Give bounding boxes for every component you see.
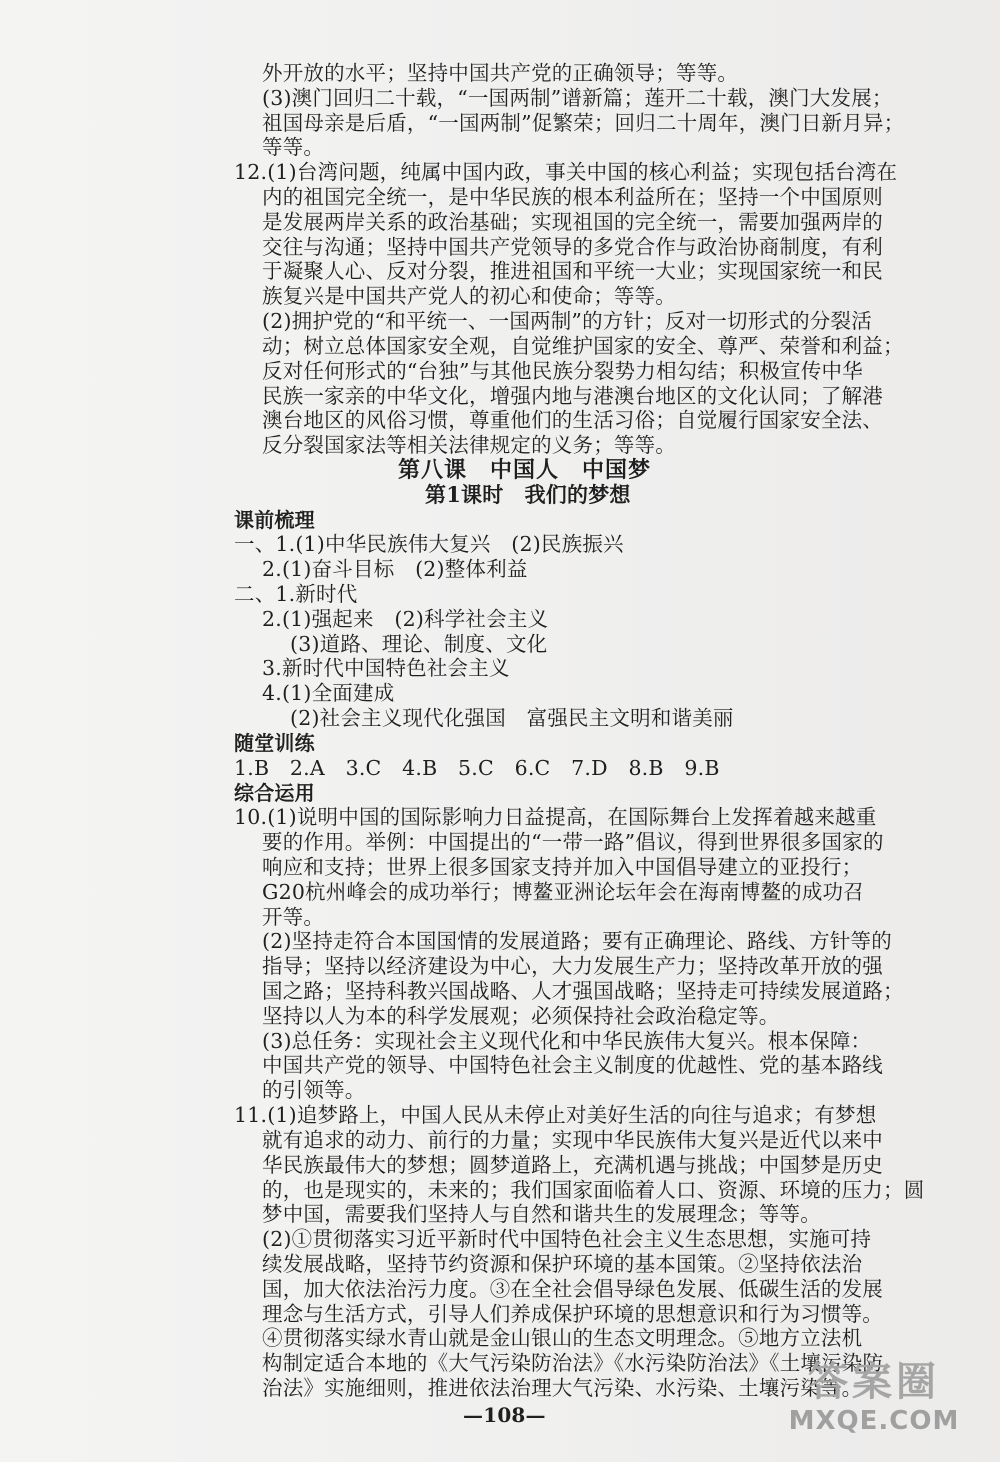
text-line: 于凝聚人心、反对分裂，推进祖国和平统一大业；实现国家统一和民	[262, 259, 883, 283]
text-line: 理念与生活方式，引导人们养成保护环境的思想意识和行为习惯等。	[262, 1302, 883, 1326]
text-line: 中国共产党的领导、中国特色社会主义制度的优越性、党的基本路线	[262, 1053, 883, 1077]
text-line: (3)总任务：实现社会主义现代化和中华民族伟大复兴。根本保障：	[262, 1029, 872, 1053]
text-line: ④贯彻落实绿水青山就是金山银山的生态文明理念。⑤地方立法机	[262, 1326, 863, 1350]
text-line: 的，也是现实的，未来的；我们国家面临着人口、资源、环境的压力；圆	[262, 1178, 925, 1202]
text-line: 梦中国，需要我们坚持人与自然和谐共生的发展理念；等等。	[262, 1202, 821, 1226]
text-line: 3.新时代中国特色社会主义	[262, 656, 510, 680]
page-number: —108—	[463, 1403, 546, 1427]
text-line: 要的作用。举例：中国提出的“一带一路”倡议，得到世界很多国家的	[262, 830, 884, 854]
text-line: 祖国母亲是后盾，“一国两制”促繁荣；回归二十周年，澳门日新月异；	[262, 111, 905, 135]
text-line: 交往与沟通；坚持中国共产党领导的多党合作与政治协商制度，有利	[262, 235, 883, 259]
text-line: (3)道路、理论、制度、文化	[290, 632, 548, 656]
text-line: 反对任何形式的“台独”与其他民族分裂势力相勾结；积极宣传中华	[262, 359, 863, 383]
text-line: 反分裂国家法等相关法律规定的义务；等等。	[262, 433, 676, 457]
question-10-line: 10.(1)说明中国的国际影响力日益提高，在国际舞台上发挥着越来越重	[234, 805, 877, 829]
text-line: (2)拥护党的“和平统一、一国两制”的方针；反对一切形式的分裂活	[262, 309, 872, 333]
period-title: 第1课时 我们的梦想	[425, 482, 631, 507]
text-line: 4.(1)全面建成	[262, 681, 395, 705]
text-line: 2.(1)强起来 (2)科学社会主义	[262, 607, 549, 631]
text-line: 民族一家亲的中华文化，增强内地与港澳台地区的文化认同；了解港	[262, 384, 883, 408]
text-line: 就有追求的动力、前行的力量；实现中华民族伟大复兴是近代以来中	[262, 1128, 883, 1152]
text-line: 指导；坚持以经济建设为中心，大力发展生产力；坚持改革开放的强	[262, 954, 883, 978]
lesson-title: 第八课 中国人 中国梦	[398, 457, 652, 483]
text-line: (3)澳门回归二十载，“一国两制”谱新篇；莲开二十载，澳门大发展；	[262, 86, 893, 110]
text-line: 是发展两岸关系的政治基础；实现祖国的完全统一，需要加强两岸的	[262, 210, 883, 234]
text-line: 开等。	[262, 905, 325, 929]
text-line: G20杭州峰会的成功举行；博鳌亚洲论坛年会在海南博鳌的成功召	[262, 880, 864, 904]
text-line: 澳台地区的风俗习惯，尊重他们的生活习俗；自觉履行国家安全法、	[262, 408, 883, 432]
text-line: 续发展战略，坚持节约资源和保护环境的基本国策。②坚持依法治	[262, 1252, 863, 1276]
text-line: 治法》实施细则，推进依法治理大气污染、水污染、土壤污染等。	[262, 1376, 863, 1400]
text-line: 坚持以人为本的科学发展观；必须保持社会政治稳定等。	[262, 1004, 780, 1028]
text-line: 华民族最伟大的梦想；圆梦道路上，充满机遇与挑战；中国梦是历史	[262, 1153, 883, 1177]
text-line: 族复兴是中国共产党人的初心和使命；等等。	[262, 284, 676, 308]
section-heading: 随堂训练	[234, 731, 315, 755]
question-12-line: 12.(1)台湾问题，纯属中国内政，事关中国的核心利益；实现包括台湾在	[234, 160, 898, 184]
question-11-line: 11.(1)追梦路上，中国人民从未停止对美好生活的向往与追求；有梦想	[234, 1103, 877, 1127]
text-line: 内的祖国完全统一，是中华民族的根本利益所在；坚持一个中国原则	[262, 185, 883, 209]
watermark-url: MXQE.COM	[788, 1406, 960, 1436]
answer-key-line: 1.B 2.A 3.C 4.B 5.C 6.C 7.D 8.B 9.B	[234, 756, 720, 780]
section-heading: 课前梳理	[234, 508, 315, 532]
text-line: (2)①贯彻落实习近平新时代中国特色社会主义生态思想，实施可持	[262, 1227, 872, 1251]
section-heading: 综合运用	[234, 781, 315, 805]
text-line: 等等。	[262, 135, 325, 159]
text-line: 国，加大依法治污力度。③在全社会倡导绿色发展、低碳生活的发展	[262, 1277, 883, 1301]
text-line: 构制定适合本地的《大气污染防治法》《水污染防治法》《土壤污染防	[262, 1351, 884, 1375]
text-line: 2.(1)奋斗目标 (2)整体利益	[262, 557, 528, 581]
text-line: 一、1.(1)中华民族伟大复兴 (2)民族振兴	[234, 532, 624, 556]
text-line: 响应和支持；世界上很多国家支持并加入中国倡导建立的亚投行；	[262, 855, 863, 879]
watermark-title: 答案圈	[808, 1359, 940, 1405]
text-line: (2)坚持走符合本国国情的发展道路；要有正确理论、路线、方针等的	[262, 929, 892, 953]
text-line: 的引领等。	[262, 1078, 366, 1102]
text-line: 外开放的水平；坚持中国共产党的正确领导；等等。	[262, 61, 739, 85]
text-line: (2)社会主义现代化强国 富强民主文明和谐美丽	[290, 706, 734, 730]
watermark	[774, 1358, 974, 1444]
text-line: 国之路；坚持科教兴国战略、人才强国战略；坚持走可持续发展道路；	[262, 979, 904, 1003]
text-line: 动；树立总体国家安全观，自觉维护国家的安全、尊严、荣誉和利益；	[262, 334, 904, 358]
text-line: 二、1.新时代	[234, 582, 358, 606]
